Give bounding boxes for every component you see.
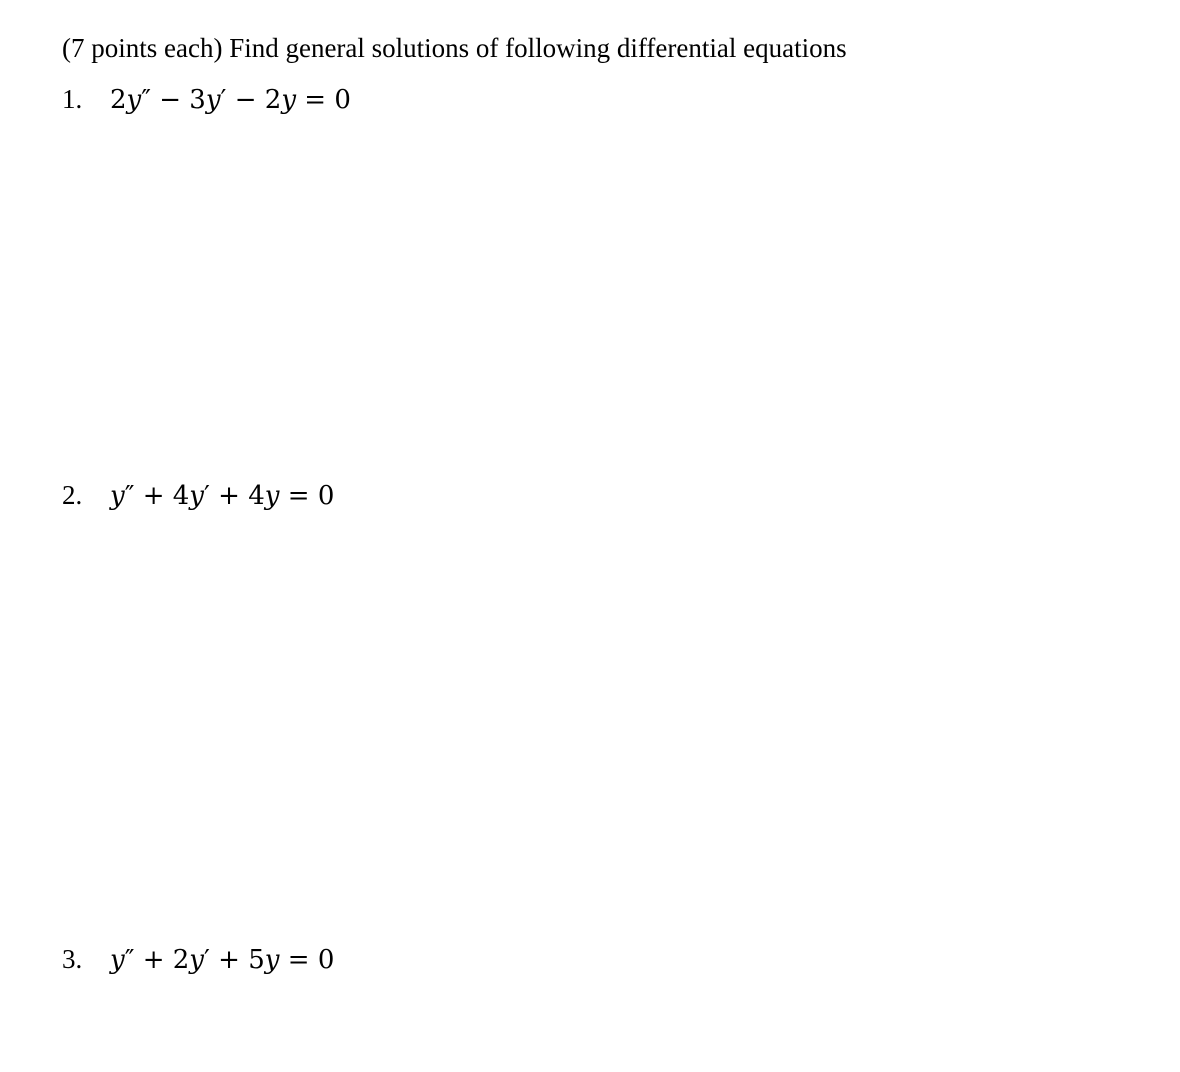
problem-number: 2. (62, 480, 83, 510)
problem-number: 1. (62, 84, 83, 114)
problem-3 (62, 942, 334, 977)
problem-equation: y″ + 2y′ + 5y = 0 (110, 945, 335, 975)
problem-equation: 2y″ − 3y′ − 2y = 0 (110, 85, 351, 115)
problem-2 (62, 478, 334, 513)
problem-number: 3. (62, 944, 83, 974)
problem-1 (62, 82, 351, 117)
instructions-heading: (7 points each) Find general solutions of following differential equations (62, 33, 847, 63)
problem-equation: y″ + 4y′ + 4y = 0 (110, 481, 335, 511)
